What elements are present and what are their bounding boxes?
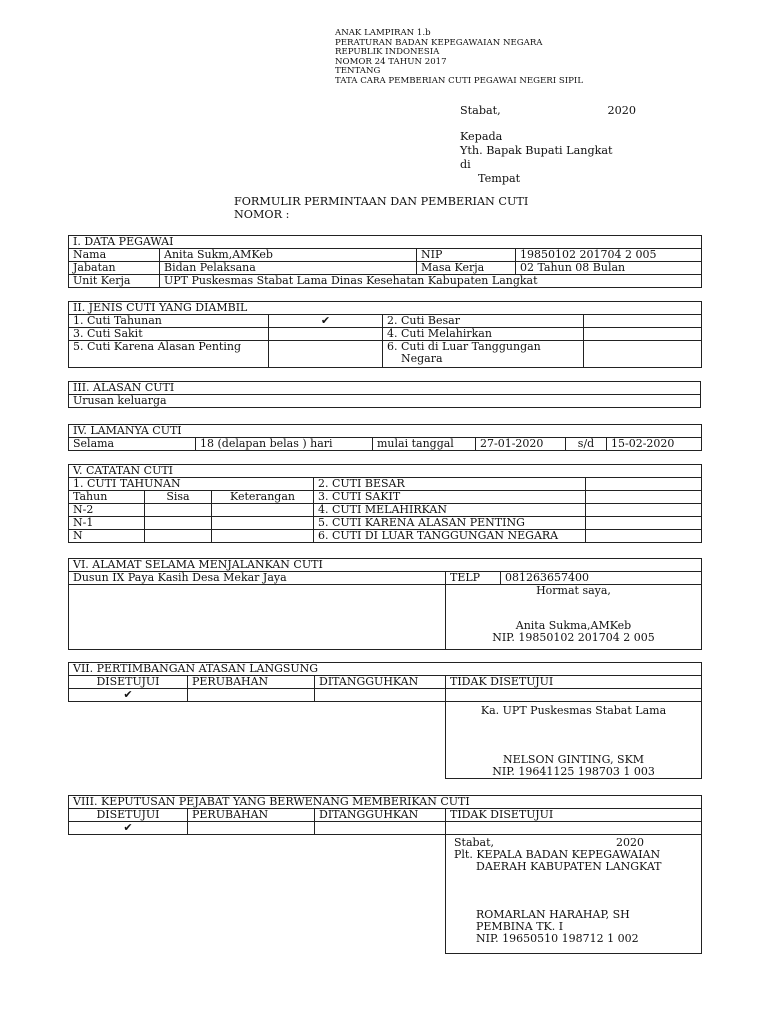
telp-label: TELP <box>446 572 501 585</box>
leave-option-mark <box>584 328 702 341</box>
signer-nip: NIP. 19850102 201704 2 005 <box>492 631 655 644</box>
applicant-signature <box>446 585 702 650</box>
section-heading: VII. PERTIMBANGAN ATASAN LANGSUNG <box>69 663 702 676</box>
hormat-text: Hormat saya, <box>536 584 611 597</box>
unit-kerja-label: Unit Kerja <box>69 275 160 288</box>
col-tahun: Tahun <box>69 491 145 504</box>
note-cell <box>586 478 702 491</box>
signer-rank: PEMBINA TK. I <box>476 920 564 933</box>
col-keterangan: Keterangan <box>212 491 314 504</box>
place-date <box>460 104 636 118</box>
decision-year: 2020 <box>616 836 644 849</box>
leave-option-mark <box>269 328 383 341</box>
masa-kerja-value: 02 Tahun 08 Bulan <box>516 262 702 275</box>
signer-name: Anita Sukma,AMKeb <box>515 619 632 632</box>
jabatan-value: Bidan Pelaksana <box>160 262 417 275</box>
header-line: TATA CARA PEMBERIAN CUTI PEGAWAI NEGERI SIPIL <box>335 75 584 86</box>
signer-name: NELSON GINTING, SKM <box>502 753 645 766</box>
unit-kerja-value: UPT Puskesmas Stabat Lama Dinas Kesehatan Kabupaten Langkat <box>160 275 702 288</box>
leave-option-text: 6. Cuti di Luar Tanggungan <box>387 340 541 353</box>
alamat-value: Dusun IX Paya Kasih Desa Mekar Jaya <box>69 572 446 585</box>
leave-option-mark <box>584 315 702 328</box>
form-number: NOMOR : <box>234 207 290 221</box>
decision-cell <box>446 689 702 702</box>
nip-label: NIP <box>417 249 516 262</box>
place-city: Stabat, <box>460 104 501 117</box>
blank-cell <box>69 835 446 954</box>
decision-city: Stabat, <box>454 836 495 849</box>
cuti-tahunan-label: 1. CUTI TAHUNAN <box>69 478 314 491</box>
mulai-value: 27-01-2020 <box>476 438 566 451</box>
sisa-cell <box>145 530 212 543</box>
year-row-label: N-2 <box>69 504 145 517</box>
leave-option: 4. Cuti Melahirkan <box>383 328 584 341</box>
note-cell <box>586 530 702 543</box>
year-row-label: N-1 <box>69 517 145 530</box>
leave-option-mark <box>269 341 383 368</box>
section-lamanya-cuti <box>68 424 702 451</box>
col-sisa: Sisa <box>145 491 212 504</box>
supervisor-office: Ka. UPT Puskesmas Stabat Lama <box>480 704 667 717</box>
official-office: Plt. KEPALA BADAN KEPEGAWAIAN <box>454 848 661 861</box>
leave-option: 3. Cuti Sakit <box>69 328 269 341</box>
mulai-label: mulai tanggal <box>373 438 476 451</box>
selama-value: 18 (delapan belas ) hari <box>196 438 373 451</box>
place-year: 2020 <box>607 104 636 117</box>
form-title <box>234 196 528 221</box>
cuti-sakit-label: 3. CUTI SAKIT <box>314 491 586 504</box>
decision-cell <box>315 822 446 835</box>
section-heading: VIII. KEPUTUSAN PEJABAT YANG BERWENANG MEMBERIKAN CUTI <box>69 796 702 809</box>
header-line: REPUBLIK INDONESIA <box>335 47 440 58</box>
section-alamat <box>68 558 702 650</box>
selama-label: Selama <box>69 438 196 451</box>
leave-option-text: Negara <box>401 352 443 365</box>
section-keputusan <box>68 795 702 954</box>
col-ditangguhkan: DITANGGUHKAN <box>315 809 446 822</box>
signer-nip: NIP. 19641125 198703 1 003 <box>492 765 655 778</box>
note-cell <box>586 517 702 530</box>
header-line: PERATURAN BADAN KEPEGAWAIAN NEGARA <box>335 37 543 48</box>
check-mark-icon: ✔ <box>69 689 188 702</box>
decision-cell <box>188 822 315 835</box>
section-heading: IV. LAMANYA CUTI <box>69 425 702 438</box>
col-tidak-disetujui: TIDAK DISETUJUI <box>446 809 702 822</box>
col-disetujui: DISETUJUI <box>69 676 188 689</box>
supervisor-signature <box>446 702 702 779</box>
col-ditangguhkan: DITANGGUHKAN <box>315 676 446 689</box>
official-office: DAERAH KABUPATEN LANGKAT <box>476 860 662 873</box>
section-heading: VI. ALAMAT SELAMA MENJALANKAN CUTI <box>69 559 702 572</box>
recipient-block <box>460 130 613 186</box>
sisa-cell <box>145 517 212 530</box>
section-data-pegawai <box>68 235 702 288</box>
year-row-label: N <box>69 530 145 543</box>
note-cell <box>586 491 702 504</box>
blank-cell <box>69 702 446 779</box>
section-heading: II. JENIS CUTI YANG DIAMBIL <box>69 302 702 315</box>
recipient-line: Tempat <box>478 172 521 185</box>
section-jenis-cuti <box>68 301 702 368</box>
nama-label: Nama <box>69 249 160 262</box>
col-tidak-disetujui: TIDAK DISETUJUI <box>446 676 702 689</box>
cuti-besar-label: 2. CUTI BESAR <box>314 478 586 491</box>
header-line: ANAK LAMPIRAN 1.b <box>335 28 431 38</box>
col-perubahan: PERUBAHAN <box>188 809 315 822</box>
cuti-melahirkan-label: 4. CUTI MELAHIRKAN <box>314 504 586 517</box>
check-mark-icon: ✔ <box>269 315 383 328</box>
sd-value: 15-02-2020 <box>607 438 702 451</box>
recipient-line: Yth. Bapak Bupati Langkat <box>460 144 613 157</box>
sd-label: s/d <box>566 438 607 451</box>
masa-kerja-label: Masa Kerja <box>417 262 516 275</box>
recipient-line: Kepada <box>460 130 503 143</box>
section-heading: I. DATA PEGAWAI <box>69 236 702 249</box>
form-title-text: FORMULIR PERMINTAAN DAN PEMBERIAN CUTI <box>234 195 529 208</box>
header-line: NOMOR 24 TAHUN 2017 <box>335 56 447 67</box>
keterangan-cell <box>212 517 314 530</box>
attachment-header <box>335 29 583 87</box>
telp-value: 081263657400 <box>501 572 702 585</box>
decision-cell <box>315 689 446 702</box>
signer-nip: NIP. 19650510 198712 1 002 <box>476 932 639 945</box>
keterangan-cell <box>212 504 314 517</box>
leave-option: 5. Cuti Karena Alasan Penting <box>69 341 269 368</box>
sisa-cell <box>145 504 212 517</box>
col-perubahan: PERUBAHAN <box>188 676 315 689</box>
blank-cell <box>69 585 446 650</box>
jabatan-label: Jabatan <box>69 262 160 275</box>
signer-name: ROMARLAN HARAHAP, SH <box>476 908 630 921</box>
leave-option: 1. Cuti Tahunan <box>69 315 269 328</box>
note-cell <box>586 504 702 517</box>
leave-option-mark <box>584 341 702 368</box>
leave-option-6 <box>383 341 584 368</box>
cuti-penting-label: 5. CUTI KARENA ALASAN PENTING <box>314 517 586 530</box>
section-heading: V. CATATAN CUTI <box>69 465 702 478</box>
section-alasan-cuti <box>68 381 701 408</box>
keterangan-cell <box>212 530 314 543</box>
nama-value: Anita Sukm,AMKeb <box>160 249 417 262</box>
alasan-value: Urusan keluarga <box>69 395 701 408</box>
nip-value: 19850102 201704 2 005 <box>516 249 702 262</box>
check-mark-icon: ✔ <box>69 822 188 835</box>
col-disetujui: DISETUJUI <box>69 809 188 822</box>
leave-option: 2. Cuti Besar <box>383 315 584 328</box>
section-pertimbangan <box>68 662 702 779</box>
decision-cell <box>446 822 702 835</box>
section-catatan-cuti <box>68 464 702 543</box>
cuti-luar-label: 6. CUTI DI LUAR TANGGUNGAN NEGARA <box>314 530 586 543</box>
header-line: TENTANG <box>335 66 381 77</box>
section-heading: III. ALASAN CUTI <box>69 382 701 395</box>
decision-cell <box>188 689 315 702</box>
recipient-line: di <box>460 158 471 171</box>
official-signature <box>446 835 702 954</box>
